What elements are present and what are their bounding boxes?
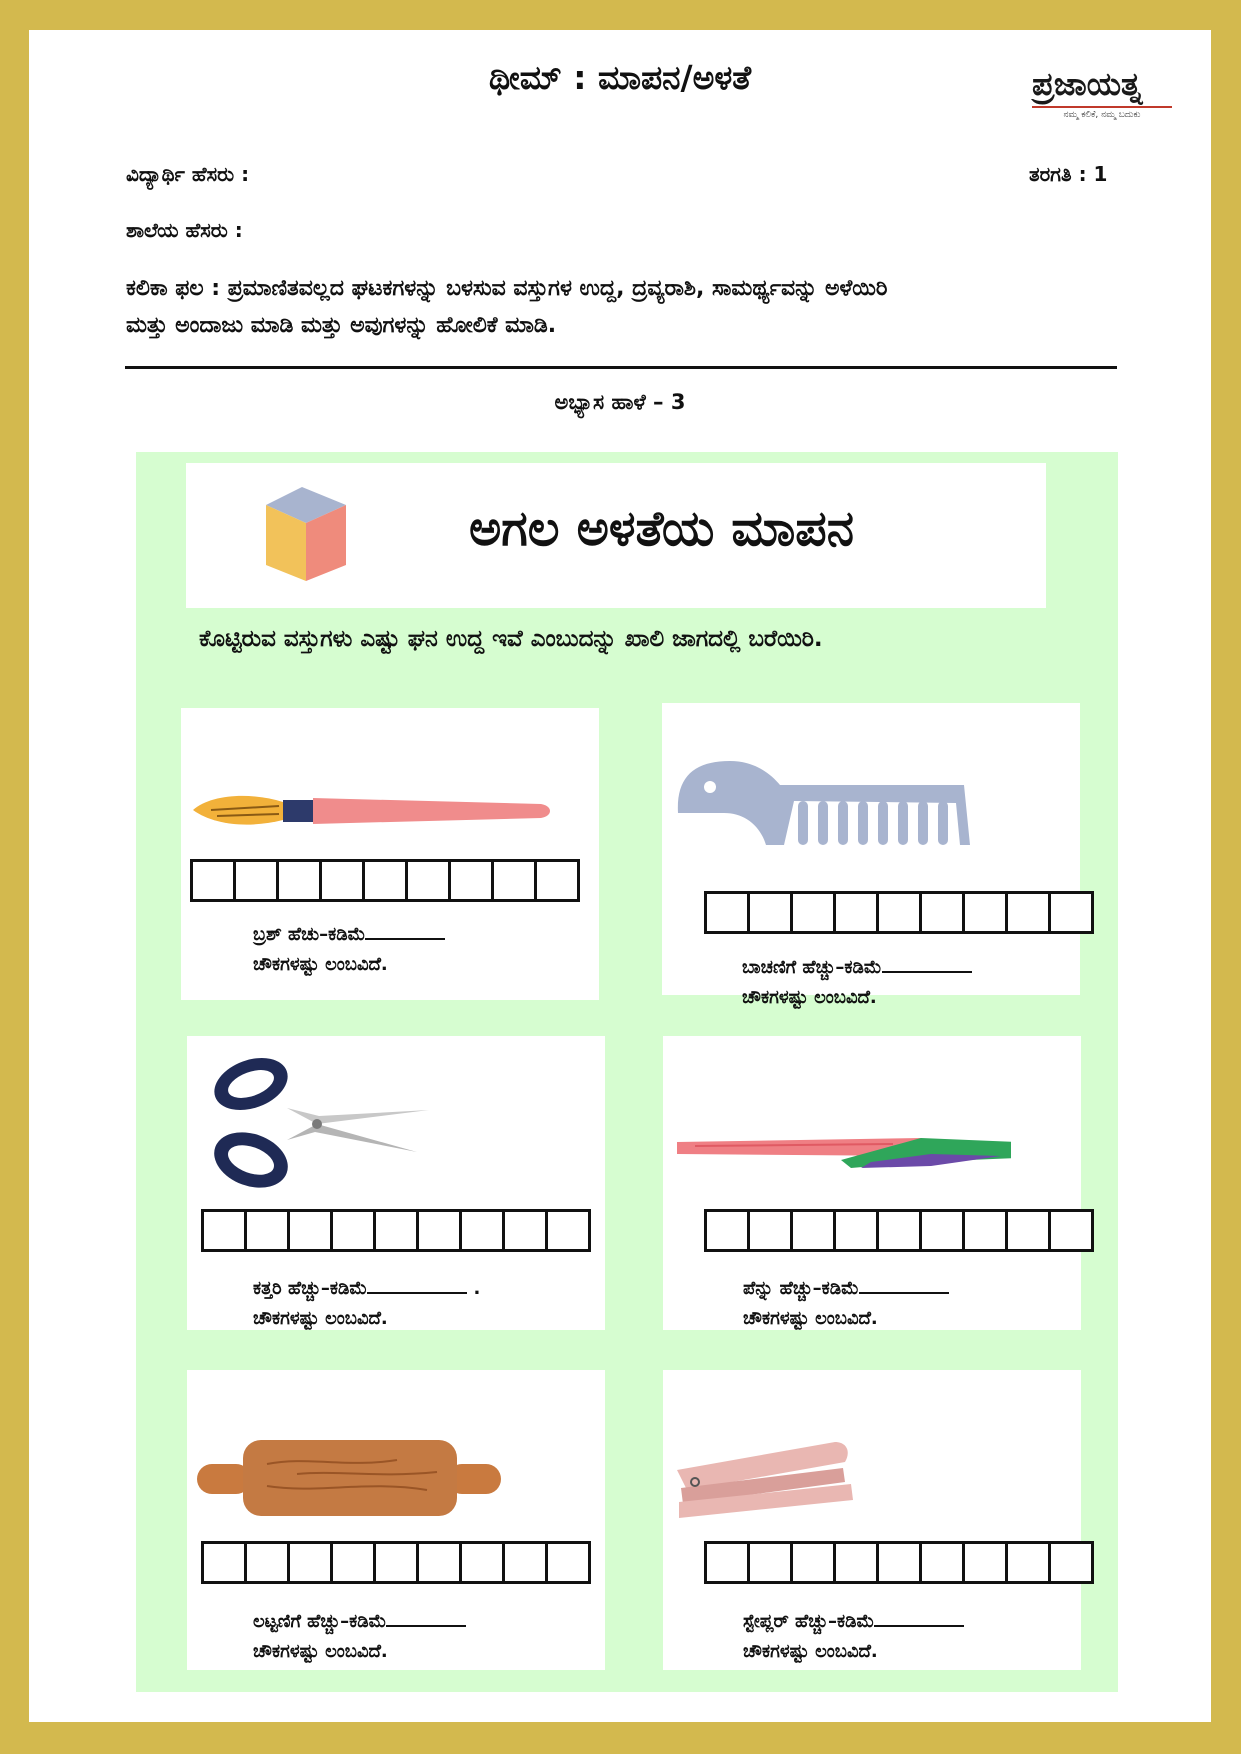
- grid-square: [876, 891, 922, 934]
- grid-square: [833, 891, 879, 934]
- grid-square: [876, 1541, 922, 1584]
- item-caption: [743, 1274, 949, 1334]
- grid-square: [747, 1209, 793, 1252]
- caption-line2: ಚೌಕಗಳಷ್ಟು ಲಂಬವಿದೆ.: [253, 1308, 388, 1329]
- measure-grid: [704, 1209, 1094, 1252]
- caption-line1: ಬಾಚಣಿಗೆ ಹೆಚ್ಚು–ಕಡಿಮೆ: [742, 957, 882, 978]
- grid-square: [287, 1209, 333, 1252]
- grid-square: [747, 891, 793, 934]
- grid-square: [491, 859, 537, 902]
- grid-square: [190, 859, 236, 902]
- grid-square: [1005, 891, 1051, 934]
- measure-grid: [704, 891, 1094, 934]
- grid-square: [502, 1541, 548, 1584]
- card-scissors: [187, 1036, 605, 1330]
- caption-line2: ಚೌಕಗಳಷ್ಟು ಲಂಬವಿದೆ.: [742, 987, 877, 1008]
- grid-square: [790, 1541, 836, 1584]
- grid-square: [704, 1209, 750, 1252]
- card-comb: [662, 703, 1080, 1008]
- student-name-label: ವಿದ್ಯಾರ್ಥಿ ಹೆಸರು :: [126, 162, 250, 186]
- answer-blank[interactable]: [367, 1274, 467, 1294]
- grid-square: [545, 1541, 591, 1584]
- grid-square: [448, 859, 494, 902]
- caption-line1: ಲಟ್ಟಣಿಗೆ ಹೆಚ್ಚು–ಕಡಿಮೆ: [253, 1611, 387, 1632]
- grid-square: [330, 1541, 376, 1584]
- banner-title: ಅಗಲ ಅಳತೆಯ ಮಾಪನ: [469, 500, 854, 557]
- caption-line2: ಚೌಕಗಳಷ್ಟು ಲಂಬವಿದೆ.: [743, 1641, 878, 1662]
- item-caption: [253, 920, 445, 980]
- measure-grid: [201, 1209, 591, 1252]
- grid-square: [790, 1209, 836, 1252]
- logo-underline: [1032, 106, 1172, 108]
- grid-square: [919, 1209, 965, 1252]
- comb-icon: [674, 755, 984, 847]
- item-caption: [743, 1607, 964, 1667]
- caption-line1: ಬ್ರಶ್ ಹೆಚು–ಕಡಿಮೆ: [253, 924, 366, 945]
- grid-square: [747, 1541, 793, 1584]
- cube-icon: [256, 481, 356, 589]
- worksheet-label: ಅಭ್ಯಾಸ ಹಾಳೆ – 3: [554, 390, 686, 414]
- grid-square: [833, 1209, 879, 1252]
- grid-square: [833, 1541, 879, 1584]
- learning-outcome-line2: ಮತ್ತು ಅಂದಾಜು ಮಾಡಿ ಮತ್ತು ಅವುಗಳನ್ನು ಹೋಲಿಕೆ ಮಾಡಿ.: [126, 313, 557, 338]
- measure-grid: [201, 1541, 591, 1584]
- instruction: ಕೊಟ್ಟಿರುವ ವಸ್ತುಗಳು ಎಷ್ಟು ಘನ ಉದ್ದ ಇವೆ ಎಂಬುದನ್ನು ಖಾಲಿ ಜಾಗದಲ್ಲಿ ಬರೆಯಿರಿ.: [199, 626, 823, 652]
- caption-line1-end: .: [473, 1278, 481, 1299]
- measure-grid: [190, 859, 580, 902]
- grid-square: [276, 859, 322, 902]
- grid-square: [373, 1541, 419, 1584]
- grid-square: [1048, 1209, 1094, 1252]
- grid-square: [319, 859, 365, 902]
- grid-square: [1005, 1209, 1051, 1252]
- learning-outcome: [126, 270, 1151, 344]
- grid-square: [704, 891, 750, 934]
- caption-line2: ಚೌಕಗಳಷ್ಟು ಲಂಬವಿದೆ.: [743, 1308, 878, 1329]
- grid-square: [416, 1541, 462, 1584]
- caption-line1: ಕತ್ತರಿ ಹೆಚ್ಚು–ಕಡಿಮೆ: [253, 1278, 368, 1299]
- worksheet-page: [29, 30, 1211, 1722]
- class-label: ತರಗತಿ : 1: [1029, 162, 1108, 186]
- caption-line2: ಚೌಕಗಳಷ್ಟು ಲಂಬವಿದೆ.: [253, 954, 388, 975]
- item-caption: [253, 1607, 466, 1667]
- grid-square: [287, 1541, 333, 1584]
- measure-grid: [704, 1541, 1094, 1584]
- stapler-icon: [675, 1432, 875, 1522]
- caption-line1: ಪೆನ್ನು ಹೆಚ್ಚು–ಕಡಿಮೆ: [743, 1278, 859, 1299]
- answer-blank[interactable]: [386, 1607, 466, 1627]
- paint-brush-icon: [191, 778, 591, 838]
- grid-square: [459, 1541, 505, 1584]
- grid-square: [330, 1209, 376, 1252]
- grid-square: [919, 1541, 965, 1584]
- caption-line1: ಸ್ಟೇಪ್ಲರ್ ಹೆಚ್ಚು–ಕಡಿಮೆ: [743, 1611, 875, 1632]
- grid-square: [233, 859, 279, 902]
- grid-square: [962, 891, 1008, 934]
- grid-square: [201, 1541, 247, 1584]
- card-rolling-pin: [187, 1370, 605, 1670]
- card-brush: [181, 708, 599, 1000]
- grid-square: [373, 1209, 419, 1252]
- grid-square: [362, 859, 408, 902]
- grid-square: [244, 1209, 290, 1252]
- card-stapler: [663, 1370, 1081, 1670]
- scissors-icon: [207, 1048, 437, 1198]
- grid-square: [534, 859, 580, 902]
- answer-blank[interactable]: [365, 920, 445, 940]
- answer-blank[interactable]: [874, 1607, 964, 1627]
- logo-tagline: ನಮ್ಮ ಕಲಿಕೆ, ನಮ್ಮ ಬದುಕು: [1063, 110, 1141, 120]
- grid-square: [704, 1541, 750, 1584]
- grid-square: [545, 1209, 591, 1252]
- answer-blank[interactable]: [882, 953, 972, 973]
- grid-square: [919, 891, 965, 934]
- grid-square: [416, 1209, 462, 1252]
- caption-line2: ಚೌಕಗಳಷ್ಟು ಲಂಬವಿದೆ.: [253, 1641, 388, 1662]
- grid-square: [1048, 1541, 1094, 1584]
- learning-outcome-line1: ಕಲಿಕಾ ಫಲ : ಪ್ರಮಾಣಿತವಲ್ಲದ ಘಟಕಗಳನ್ನು ಬಳಸುವ ವಸ್ತುಗಳ ಉದ್ದ, ದ್ರವ್ಯರಾಶಿ, ಸಾಮರ್ಥ್ಯವನ್ನು ಅಳೆಯಿರಿ: [126, 276, 888, 301]
- grid-square: [459, 1209, 505, 1252]
- answer-blank[interactable]: [859, 1274, 949, 1294]
- logo: [1032, 64, 1172, 120]
- grid-square: [790, 891, 836, 934]
- grid-square: [1005, 1541, 1051, 1584]
- item-caption: [253, 1274, 480, 1334]
- rolling-pin-icon: [197, 1434, 507, 1524]
- divider: [125, 366, 1117, 369]
- grid-square: [962, 1541, 1008, 1584]
- school-name-label: ಶಾಲೆಯ ಹೆಸರು :: [126, 218, 243, 242]
- grid-square: [405, 859, 451, 902]
- grid-square: [876, 1209, 922, 1252]
- grid-square: [201, 1209, 247, 1252]
- logo-name: ಪ್ರಜಾಯತ್ನ: [1032, 65, 1143, 103]
- grid-square: [962, 1209, 1008, 1252]
- item-caption: [742, 953, 972, 1013]
- card-pen: [663, 1036, 1081, 1330]
- grid-square: [502, 1209, 548, 1252]
- grid-square: [1048, 891, 1094, 934]
- grid-square: [244, 1541, 290, 1584]
- theme-title: ಥೀಮ್ : ಮಾಪನ/ಅಳತೆ: [488, 58, 752, 97]
- pen-icon: [671, 1132, 1011, 1182]
